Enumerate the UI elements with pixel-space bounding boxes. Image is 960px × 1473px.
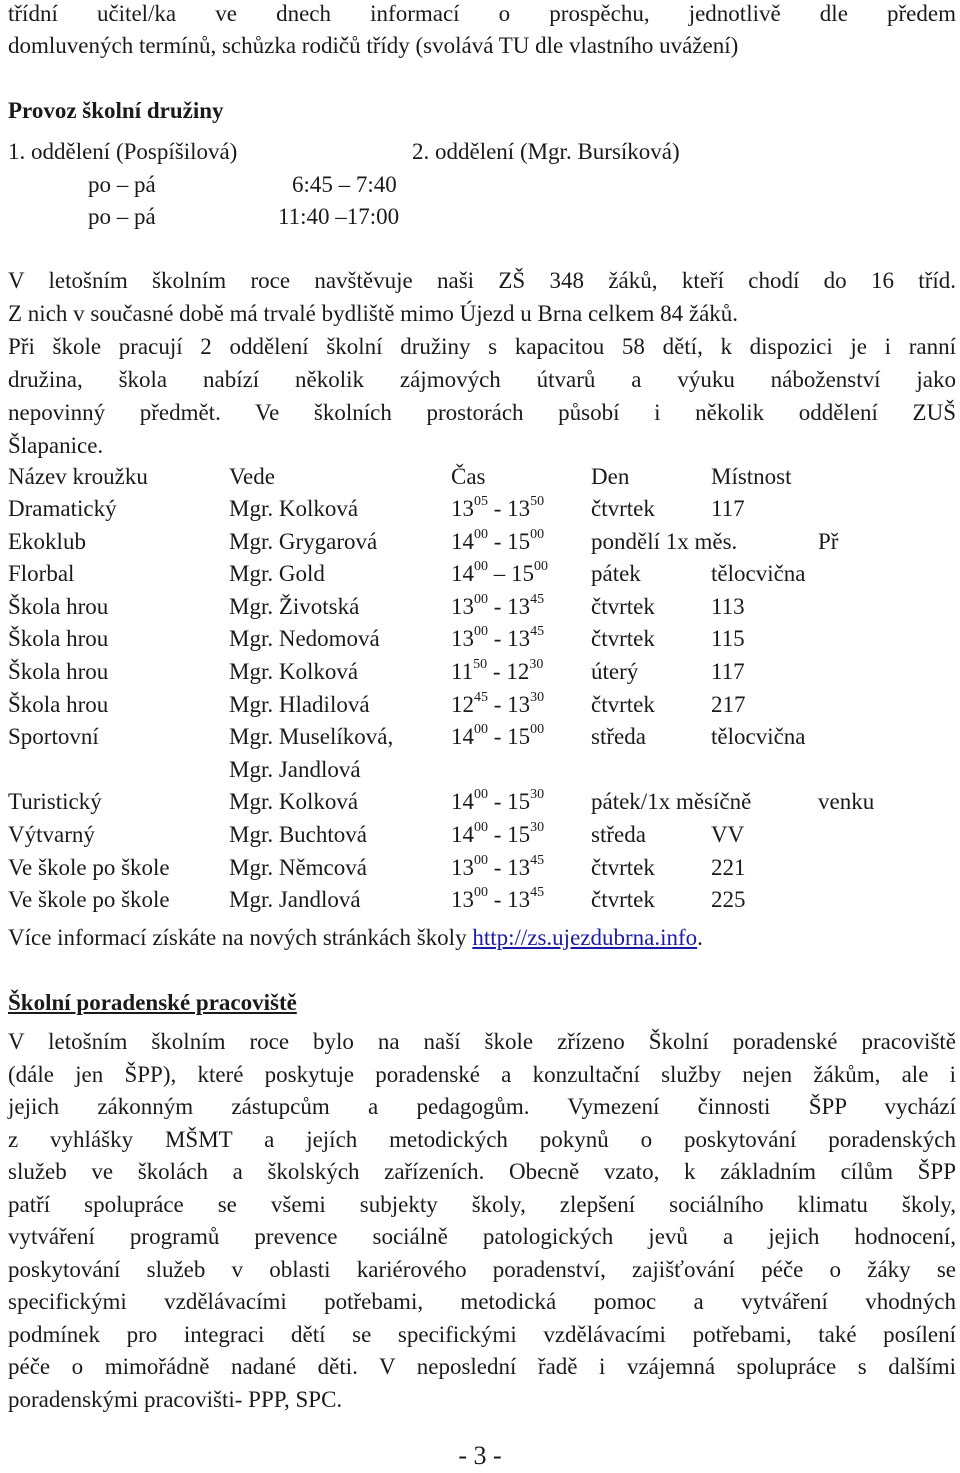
time-start-minute: 00 [474,592,488,608]
club-day: středa [591,822,646,847]
druzina-dept-2: 2. oddělení (Mgr. Bursíková) [412,139,680,164]
spp-line: péče o mimořádně nadané děti. V neposlední řadě i vzájemná spolupráce s dalšími [8,1354,956,1379]
time-end-hour: 15 [507,724,531,749]
club-leader: Mgr. Kolková [229,789,359,814]
time-start-hour: 14 [451,789,474,814]
time-end-minute: 30 [529,657,544,673]
time-end-hour: 12 [506,659,530,684]
club-time: $13^{00} - 13^{45}$ [451,853,545,880]
time-end-minute: 00 [530,527,545,543]
club-leader: Mgr. Jandlová [229,887,361,912]
club-day: čtvrtek [591,496,655,521]
spp-heading: Školní poradenské pracoviště [8,990,297,1015]
club-time: $12^{45} - 13^{30}$ [451,690,545,717]
time-start-hour: 13 [451,855,474,880]
club-name: Florbal [8,561,75,586]
club-leader: Mgr. Nedomová [229,626,380,651]
spp-line: patří spolupráce se všemi subjekty školy, zlepšení sociálního klimatu školy, [8,1192,956,1217]
club-day: čtvrtek [591,626,655,651]
club-time: $14^{00} - 15^{30}$ [451,820,545,847]
spp-line: poskytování služeb v oblasti kariérového poradenství, zajišťování péče o žáky se [8,1257,956,1282]
club-time: $14^{00} - 15^{30}$ [451,787,545,814]
druzina-time: 6:45 – 7:40 [292,172,397,197]
spp-line: služeb ve školách a školských zařízeních. Obecně vzato, k základním cílům ŠPP [8,1159,956,1184]
club-day: čtvrtek [591,887,655,912]
club-day: středa [591,724,646,749]
club-row [8,887,956,917]
club-time: $14^{00} - 15^{00}$ [451,527,545,554]
time-end-hour: 13 [507,887,531,912]
time-start-minute: 05 [474,494,488,510]
club-room: 117 [711,496,745,521]
club-name: Dramatický [8,496,117,521]
club-name: Ve škole po škole [8,855,170,880]
school-line: Z nich v současné době má trvalé bydliště mimo Újezd u Brna celkem 84 žáků. [8,301,739,326]
time-start-hour: 14 [451,529,474,554]
druzina-time: 11:40 –17:00 [278,204,400,229]
club-time: $11^{50} - 12^{30}$ [451,657,544,684]
time-end-minute: 45 [530,853,545,869]
time-start-minute: 00 [474,559,488,575]
club-room: Př [818,529,839,554]
club-room: VV [711,822,745,847]
club-name: Výtvarný [8,822,95,847]
page-number: - 3 - [458,1441,502,1470]
time-end-hour: 13 [507,496,531,521]
school-line: družina, škola nabízí několik zájmových útvarů a výuku náboženství jako [8,367,956,392]
time-end-minute: 45 [530,624,545,640]
time-end-hour: 13 [507,594,531,619]
club-room: 225 [711,887,746,912]
spp-line: jejich zákonným zástupcům a pedagogům. Vymezení činnosti ŠPP vychází [8,1094,956,1119]
time-start-minute: 00 [474,787,488,803]
club-leader: Mgr. Buchtová [229,822,367,847]
time-start-hour: 13 [451,887,474,912]
druzina-days: po – pá [88,172,156,197]
time-end-minute: 50 [530,494,545,510]
club-time: $14^{00} - 15^{00}$ [451,559,548,586]
more-info-line [8,924,956,952]
spp-line: z vyhlášky MŠMT a jejích metodických pokynů o poskytování poradenských [8,1127,956,1152]
druzina-dept-1: 1. oddělení (Pospíšilová) [8,139,238,164]
intro-line: třídní učitel/ka ve dnech informací o prospěchu, jednotlivě dle předem [8,1,956,26]
club-room: 113 [711,594,745,619]
time-start-minute: 00 [474,624,488,640]
time-end-hour: 13 [507,692,531,717]
spp-line: poradenskými pracovišti- PPP, SPC. [8,1387,343,1412]
school-line: Šlapanice. [8,433,104,458]
time-start-minute: 00 [474,722,488,738]
time-end-hour: 15 [507,789,531,814]
time-end-minute: 45 [530,885,545,901]
club-leader: Mgr. Muselíková, [229,724,394,749]
club-room: 117 [711,659,745,684]
club-row [8,789,956,819]
school-line: nepovinný předmět. Ve školních prostorách působí i několik oddělení ZUŠ [8,400,956,425]
header-room: Místnost [711,464,792,489]
header-leader: Vede [229,464,275,489]
club-time: $13^{00} - 13^{45}$ [451,592,545,619]
club-leader: Mgr. Životská [229,594,360,619]
club-room: 115 [711,626,745,651]
intro-line: domluvených termínů, schůzka rodičů třídy (svolává TU dle vlastního uvážení) [8,33,739,58]
club-row [8,757,956,787]
club-row [8,529,956,559]
club-name: Sportovní [8,724,99,749]
spp-line: specifickými vzdělávacími potřebami, metodická pomoc a vytváření vhodných [8,1289,956,1314]
druzina-days: po – pá [88,204,156,229]
club-day: pátek [591,561,641,586]
time-start-hour: 14 [451,822,474,847]
club-row [8,724,956,754]
club-row [8,594,956,624]
time-end-hour: 13 [507,626,531,651]
time-end-minute: 45 [530,592,545,608]
club-leader: Mgr. Gold [229,561,325,586]
club-time: $13^{00} - 13^{45}$ [451,885,545,912]
club-name: Ve škole po škole [8,887,170,912]
time-end-hour: 15 [511,561,534,586]
club-room: venku [818,789,875,814]
club-day: úterý [591,659,639,684]
more-info-end: . [697,925,703,950]
club-row [8,822,956,852]
time-end-minute: 30 [530,820,545,836]
header-name: Název kroužku [8,464,148,489]
spp-line: V letošním školním roce bylo na naší škole zřízeno Školní poradenské pracoviště [8,1029,956,1054]
time-end-minute: 00 [530,722,545,738]
club-time: $14^{00} - 15^{00}$ [451,722,545,749]
time-start-hour: 13 [451,496,474,521]
time-start-hour: 13 [451,594,474,619]
school-line: Při škole pracují 2 oddělení školní družiny s kapacitou 58 dětí, k dispozici je i ranní [8,334,956,359]
header-day: Den [591,464,630,489]
club-row [8,855,956,885]
school-website-link[interactable]: http://zs.ujezdubrna.info [472,925,698,950]
club-leader: Mgr. Jandlová [229,757,361,782]
school-line: V letošním školním roce navštěvuje naši ZŠ 348 žáků, kteří chodí do 16 tříd. [8,268,956,293]
club-name: Škola hrou [8,626,109,651]
club-name: Turistický [8,789,102,814]
time-start-minute: 00 [474,853,488,869]
header-time: Čas [451,464,486,489]
club-leader: Mgr. Hladilová [229,692,370,717]
club-row [8,692,956,722]
time-start-minute: 50 [473,657,488,673]
club-room: tělocvična [711,724,806,749]
druzina-heading: Provoz školní družiny [8,98,224,123]
time-end-minute: 30 [530,690,545,706]
time-start-minute: 00 [474,820,488,836]
clubs-header-row [8,464,956,494]
time-end-minute: 00 [534,559,548,575]
club-time: $13^{00} - 13^{45}$ [451,624,545,651]
club-name: Škola hrou [8,659,109,684]
club-leader: Mgr. Němcová [229,855,367,880]
time-start-minute: 45 [474,690,488,706]
club-name: Ekoklub [8,529,86,554]
time-end-hour: 15 [507,822,531,847]
club-day: pátek/1x měsíčně [591,789,752,814]
club-name: Škola hrou [8,594,109,619]
time-start-minute: 00 [474,885,488,901]
club-row [8,496,956,526]
spp-line: (dále jen ŠPP), které poskytuje poradenské a konzultační služby nejen žákům, ale i [8,1062,956,1087]
club-day: čtvrtek [591,855,655,880]
time-end-hour: 13 [507,855,531,880]
club-row [8,626,956,656]
time-start-hour: 14 [451,561,474,586]
time-start-hour: 11 [451,659,474,684]
time-end-minute: 30 [530,787,545,803]
club-day: čtvrtek [591,692,655,717]
time-start-minute: 00 [474,527,488,543]
more-info-text: Více informací získáte na nových stránkách školy [8,925,473,950]
time-start-hour: 12 [451,692,474,717]
club-room: 221 [711,855,746,880]
club-name: Škola hrou [8,692,109,717]
club-leader: Mgr. Grygarová [229,529,378,554]
club-day: čtvrtek [591,594,655,619]
time-start-hour: 14 [451,724,474,749]
spp-line: podmínek pro integraci dětí se specifickými vzdělávacími potřebami, také posílení [8,1322,956,1347]
club-time: $13^{05} - 13^{50}$ [451,494,545,521]
club-row [8,561,956,591]
club-row [8,659,956,689]
club-leader: Mgr. Kolková [229,496,359,521]
club-day: pondělí 1x měs. [591,529,738,554]
club-room: 217 [711,692,746,717]
club-room: tělocvična [711,561,806,586]
club-leader: Mgr. Kolková [229,659,359,684]
time-end-hour: 15 [507,529,531,554]
time-start-hour: 13 [451,626,474,651]
spp-line: vytváření programů prevence sociálně patologických jevů a jejich hodnocení, [8,1224,956,1249]
